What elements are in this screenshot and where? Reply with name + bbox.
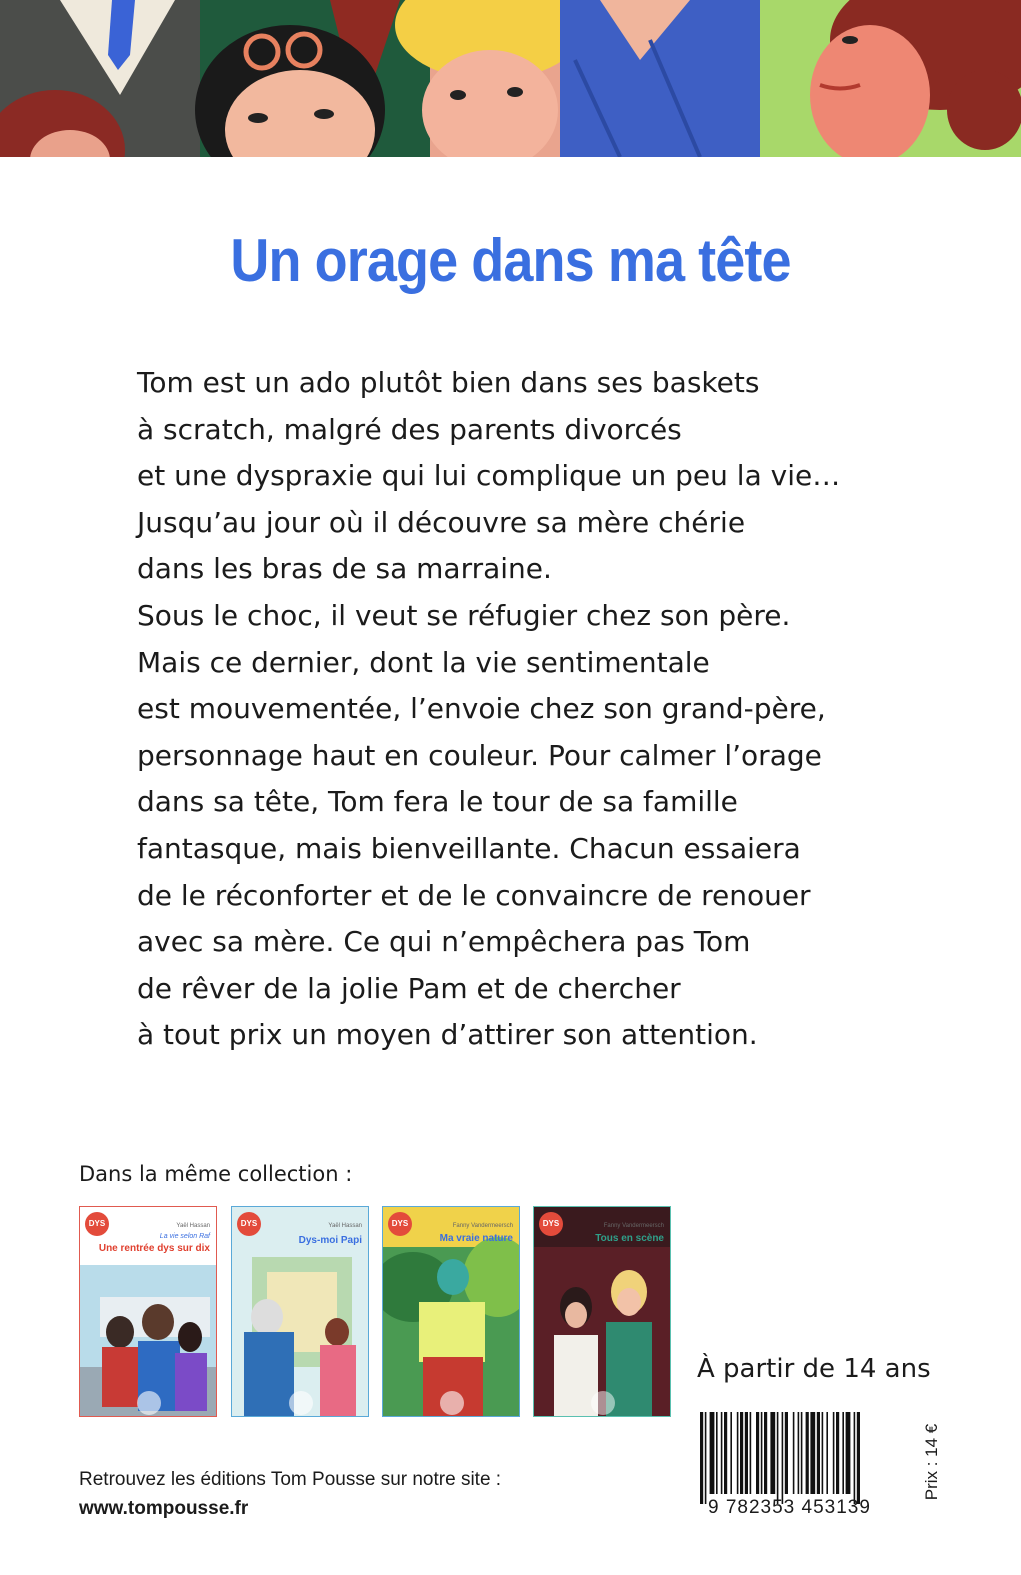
book-title: Dys-moi Papi — [298, 1235, 362, 1246]
barcode-bar — [798, 1412, 800, 1494]
price-label: Prix : 14 € — [922, 1423, 941, 1501]
dys-logo: DYS — [388, 1212, 412, 1236]
barcode-bar — [806, 1412, 809, 1494]
barcode-bar — [750, 1412, 752, 1494]
blurb-line: Sous le choc, il veut se réfugier chez son père. — [137, 598, 791, 632]
barcode-bar — [756, 1412, 759, 1494]
book-title: Un orage dans ma tête — [230, 227, 791, 294]
website-prompt: Retrouvez les éditions Tom Pousse sur notre site : — [79, 1469, 502, 1490]
dys-logo: DYS — [237, 1212, 261, 1236]
blurb-line: de rêver de la jolie Pam et de chercher — [137, 971, 681, 1005]
barcode-bar — [822, 1412, 824, 1494]
blurb-line: à scratch, malgré des parents divorcés — [137, 412, 682, 446]
barcode-bar — [737, 1412, 739, 1494]
blurb-line: fantasque, mais bienveillante. Chacun essaiera — [137, 831, 801, 865]
barcode-bar — [836, 1412, 839, 1494]
barcode-bar — [854, 1412, 856, 1504]
barcode-bar — [782, 1412, 784, 1504]
collection-book-cover — [231, 1206, 369, 1417]
blurb-line: de le réconforter et de le convaincre de renouer — [137, 878, 811, 912]
barcode-bar — [710, 1412, 715, 1494]
barcode-bar — [705, 1412, 707, 1504]
blurb-line: Mais ce dernier, dont la vie sentimentale — [137, 645, 710, 679]
blurb-line: dans les bras de sa marraine. — [137, 552, 552, 586]
barcode-bar — [785, 1412, 788, 1494]
collection-label: Dans la même collection : — [79, 1162, 353, 1186]
book-author: Yaël Hassan — [328, 1223, 362, 1229]
collection-book-cover — [79, 1206, 217, 1417]
book-author: Yaël Hassan — [176, 1223, 210, 1229]
barcode-bar — [801, 1412, 803, 1494]
barcode-bar — [777, 1412, 779, 1504]
barcode-bar — [770, 1412, 775, 1494]
barcode-bar — [740, 1412, 743, 1494]
barcode-bar — [761, 1412, 763, 1494]
blurb-line: est mouvementée, l’envoie chez son grand-père, — [137, 692, 826, 726]
book-series: La vie selon Raf — [159, 1233, 210, 1240]
blurb-line: dans sa tête, Tom fera le tour de sa famille — [137, 785, 738, 819]
barcode-bar — [745, 1412, 748, 1494]
barcode-bar — [716, 1412, 718, 1494]
book-author: Fanny Vandermeersch — [452, 1223, 513, 1229]
barcode-bar — [793, 1412, 795, 1494]
collection-book-cover — [382, 1206, 520, 1417]
dys-logo: DYS — [539, 1212, 563, 1236]
barcode-bar — [817, 1412, 820, 1494]
barcode-bar — [764, 1412, 767, 1494]
back-cover-blurb — [137, 360, 917, 1059]
barcode-bar — [833, 1412, 835, 1494]
barcode-bar — [826, 1412, 828, 1494]
barcode-bar — [721, 1412, 723, 1494]
barcode-bar — [810, 1412, 815, 1494]
barcode-bar — [700, 1412, 703, 1504]
blurb-line: personnage haut en couleur. Pour calmer l’orage — [137, 738, 822, 772]
book-author: Fanny Vandermeersch — [603, 1223, 664, 1229]
blurb-line: Tom est un ado plutôt bien dans ses baskets — [137, 366, 760, 399]
age-recommendation: À partir de 14 ans — [697, 1354, 931, 1384]
barcode-bar — [730, 1412, 732, 1494]
cover-illustration — [0, 0, 1021, 157]
blurb-line: et une dyspraxie qui lui complique un peu la vie… — [137, 459, 841, 493]
website-link[interactable]: www.tompousse.fr — [79, 1498, 249, 1519]
blurb-line: Jusqu’au jour où il découvre sa mère chérie — [137, 505, 746, 539]
barcode-bar — [724, 1412, 727, 1494]
barcode-bar — [842, 1412, 844, 1494]
book-title: Une rentrée dys sur dix — [98, 1243, 210, 1254]
book-title: Ma vraie nature — [439, 1233, 513, 1244]
book-title: Tous en scène — [595, 1233, 664, 1244]
blurb-line: à tout prix un moyen d’attirer son attention. — [137, 1018, 758, 1052]
isbn-number: 9 782353 453139 — [708, 1497, 871, 1518]
dys-logo: DYS — [85, 1212, 109, 1236]
blurb-line: avec sa mère. Ce qui n’empêchera pas Tom — [137, 925, 751, 959]
barcode-bar — [846, 1412, 851, 1494]
barcode-bar — [857, 1412, 860, 1504]
collection-book-cover — [533, 1206, 671, 1417]
